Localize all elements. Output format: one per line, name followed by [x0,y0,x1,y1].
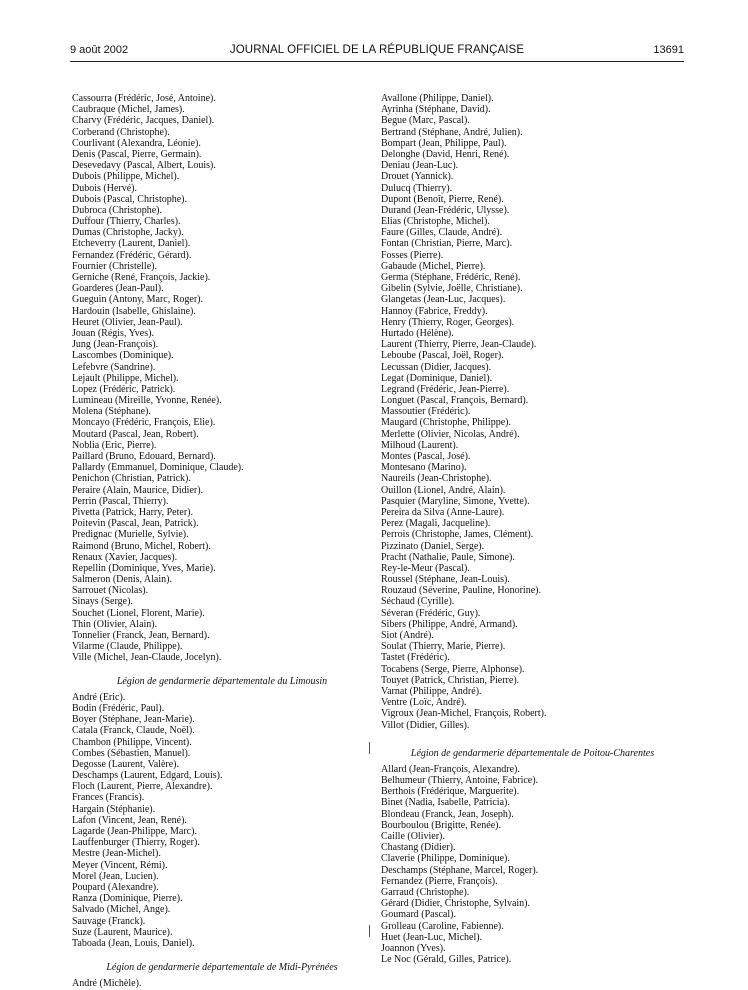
list-entry: Massoutier (Frédéric). [381,406,471,418]
name-list-poitou-charentes [381,764,684,965]
list-entry: Caille (Olivier). [381,831,445,842]
list-entry: Sarrouet (Nicolas). [72,585,149,597]
list-entry: Grolleau (Caroline, Fabienne). [381,920,504,932]
list-entry: Delonghe (David, Henri, René). [381,148,510,160]
list-entry: Durand (Jean-Frédéric, Ulysse). [381,204,510,216]
list-entry: Combes (Sébastien, Manuel). [72,747,191,759]
list-entry: André (Eric). [72,691,126,703]
list-entry: Gueguin (Antony, Marc, Roger). [72,294,203,306]
list-entry: Merlette (Olivier, Nicolas, André). [381,428,520,440]
list-entry: Glangetas (Jean-Luc, Jacques). [381,294,506,306]
list-entry: Rey-le-Meur (Pascal). [381,562,470,574]
list-entry: Peraire (Alain, Maurice, Didier). [72,484,204,496]
list-entry: Etcheverry (Laurent, Daniel). [72,238,191,250]
list-entry: Raimond (Bruno, Michel, Robert). [72,540,211,552]
list-entry: Paillard (Bruno, Edouard, Bernard). [72,451,216,462]
section-title-midi-pyrenees: Légion de gendarmerie départementale de Midi-Pyrénées [106,962,338,974]
list-entry: Penichon (Christian, Patrick). [72,473,191,485]
section-title-limousin: Légion de gendarmerie départementale du Limousin [116,675,328,687]
list-entry: Suze (Laurent, Maurice). [72,926,173,938]
list-entry: Moncayo (Frédéric, François, Elie). [72,417,216,429]
list-entry: Montes (Pascal, José). [381,451,471,462]
list-entry: Ouillon (Lionel, André, Alain). [381,484,506,496]
list-entry: Catala (Franck, Claude, Noël). [72,725,195,737]
list-entry: Goumard (Pascal). [381,909,456,921]
header-title: JOURNAL OFFICIEL DE LA RÉPUBLIQUE FRANÇAISE [229,44,525,56]
list-entry: Lefebvre (Sandrine). [72,361,156,373]
list-entry: Tastet (Frédéric). [381,652,450,664]
list-entry: Pracht (Nathalie, Paule, Simone). [381,551,515,563]
list-entry: Garraud (Christophe). [381,886,470,898]
list-entry: Dupont (Benoît, Pierre, René). [381,193,504,205]
list-entry: Fernandez (Frédéric, Gérard). [72,249,192,261]
list-entry: Courlivant (Alexandra, Léonie). [72,137,201,149]
list-entry: Goarderes (Jean-Paul). [72,283,164,295]
list-entry: Fosses (Pierre). [381,249,444,261]
list-entry: Gérard (Didier, Christophe, Sylvain). [381,898,531,910]
list-entry: Lauffenburger (Thierry, Roger). [72,837,200,849]
list-entry: Pasquier (Maryline, Simone, Yvette). [381,495,530,507]
list-entry: Legat (Dominique, Daniel). [381,372,493,384]
list-entry: Gabaude (Michel, Pierre). [381,260,486,272]
list-entry: Allard (Jean-François, Alexandre). [381,763,520,775]
list-entry: Hurtado (Hélène). [381,327,454,339]
list-entry: Pizzinato (Daniel, Serge). [381,540,485,552]
list-entry: Repellin (Dominique, Yves, Marie). [72,562,216,574]
list-entry: Claverie (Philippe, Dominique). [381,853,510,865]
list-entry: Jouan (Régis, Yves). [72,327,154,339]
list-entry: Laurent (Thierry, Pierre, Jean-Claude). [381,339,537,351]
list-entry: Berthois (Frédérique, Marguerite). [381,786,520,798]
list-entry: Charvy (Frédéric, Jacques, Daniel). [72,115,215,127]
list-entry: Duffour (Thierry, Charles). [72,216,181,228]
list-entry: Drouet (Yannick). [381,171,454,183]
list-entry: Poitevin (Pascal, Jean, Patrick). [72,518,199,530]
list-entry: Binet (Nadia, Isabelle, Patricia). [381,797,510,809]
list-entry: Rouzaud (Séverine, Pauline, Honorine). [381,585,541,597]
right-column [381,93,684,965]
list-entry: Elias (Christophe, Michel). [381,216,490,228]
list-entry: Séchaud (Cyrille). [381,596,455,608]
list-entry: Varnat (Philippe, André). [381,685,482,697]
list-entry: Hargain (Stéphanie). [72,803,156,815]
header-page-number: 13691 [653,44,684,56]
list-entry: Lafon (Vincent, Jean, René). [72,814,187,826]
list-entry: Caubraque (Michel, James). [72,104,185,116]
list-entry: Deniau (Jean-Luc). [381,160,459,172]
list-entry: Maugard (Christophe, Philippe). [381,417,511,429]
list-entry: Villot (Didier, Gilles). [381,719,470,731]
list-entry: Cassourra (Frédéric, José, Antoine). [72,93,216,104]
list-entry: Gibelin (Sylvie, Joëlle, Christiane). [381,283,523,295]
list-entry: Chambon (Philippe, Vincent). [72,736,192,748]
list-entry: Touyet (Patrick, Christian, Pierre). [381,674,520,686]
list-entry: Dulucq (Thierry). [381,182,453,194]
list-entry: Pereira da Silva (Anne-Laure). [381,506,505,518]
list-entry: Desevedavy (Pascal, Albert, Louis). [72,160,216,172]
list-entry: Naureils (Jean-Christophe). [381,473,492,485]
list-entry: Perrin (Pascal, Thierry). [72,495,169,507]
list-entry: Huet (Jean-Luc, Michel). [381,931,483,943]
list-entry: Sauvage (Franck). [72,915,146,927]
list-entry: Perez (Magali, Jacqueline). [381,518,491,530]
list-entry: Vilarme (Claude, Philippe). [72,641,183,653]
list-entry: Joannon (Yves). [381,942,446,954]
list-entry: Siot (André). [381,630,434,641]
list-entry: Fontan (Christian, Pierre, Marc). [381,238,513,250]
list-entry: Degosse (Laurent, Valère). [72,758,179,770]
list-entry: Heuret (Olivier, Jean-Paul). [72,316,183,328]
list-entry: Perrois (Christophe, James, Clément). [381,529,534,541]
list-entry: Lecussan (Didier, Jacques). [381,361,492,373]
list-entry: Chastang (Didier). [381,842,456,854]
list-entry: Lagarde (Jean-Philippe, Marc). [72,826,197,837]
name-list [72,93,372,664]
list-entry: Salmeron (Denis, Alain). [72,574,172,586]
list-entry: Floch (Laurent, Pierre, Alexandre). [72,781,213,793]
list-entry: Soulat (Thierry, Marie, Pierre). [381,641,506,653]
list-entry: Begue (Marc, Pascal). [381,115,470,127]
name-list-limousin [72,692,372,949]
list-entry: Sibers (Philippe, André, Armand). [381,618,518,630]
list-entry: Poupard (Alexandre). [72,881,159,893]
list-entry: Avallone (Philippe, Daniel). [381,93,494,104]
list-entry: Hannoy (Fabrice, Freddy). [381,305,488,317]
list-entry: Hardouin (Isabelle, Ghislaine). [72,305,196,317]
page-header [70,44,684,60]
list-entry: Noblia (Eric, Pierre). [72,439,157,451]
list-entry: Dumas (Christophe, Jacky). [72,227,184,239]
list-entry: Thin (Olivier, Alain). [72,618,158,630]
list-entry: Moutard (Pascal, Jean, Robert). [72,428,199,440]
list-entry: Molena (Stéphane). [72,406,151,418]
list-entry: Pivetta (Patrick, Harry, Peter). [72,506,193,518]
list-entry: Gerniche (René, François, Jackie). [72,272,211,283]
list-entry: Lopez (Frédéric, Patrick). [72,383,176,395]
list-entry: Pallardy (Emmanuel, Dominique, Claude). [72,462,244,474]
list-entry: Denis (Pascal, Pierre, Germain). [72,148,202,160]
list-entry: Blondeau (Franck, Jean, Joseph). [381,808,514,820]
list-entry: Faure (Gilles, Claude, André). [381,227,503,239]
list-entry: Deschamps (Stéphane, Marcel, Roger). [381,864,539,876]
list-entry: Bompart (Jean, Philippe, Paul). [381,137,507,149]
list-entry: Sinays (Serge). [72,596,133,608]
list-entry: Mestre (Jean-Michel). [72,848,161,860]
list-entry: Montesano (Marino). [381,462,467,474]
list-entry: Séveran (Frédéric, Guy). [381,607,481,619]
list-entry: Taboada (Jean, Louis, Daniel). [72,937,195,949]
list-entry: Renaux (Xavier, Jacques). [72,551,178,563]
left-column [72,93,372,989]
list-entry: Morel (Jean, Lucien). [72,870,159,882]
list-entry: Belhumeur (Thierry, Antoine, Fabrice). [381,775,539,787]
header-rule [70,61,684,62]
name-list-midi-pyrenees [72,978,372,989]
list-entry: Milhoud (Laurent). [381,439,459,451]
list-entry: André (Michèle). [72,978,142,990]
list-entry: Lascombes (Dominique). [72,350,174,362]
list-entry: Legrand (Frédéric, Jean-Pierre). [381,383,510,395]
list-entry: Meyer (Vincent, Rémi). [72,859,168,871]
list-entry: Frances (Francis). [72,792,145,804]
list-entry: Bourboulou (Brigitte, Renée). [381,819,501,831]
list-entry: Dubois (Hervé). [72,182,137,194]
list-entry: Bertrand (Stéphane, André, Julien). [381,126,523,138]
list-entry: Ranza (Dominique, Pierre). [72,893,183,905]
list-entry: Roussel (Stéphane, Jean-Louis). [381,574,510,586]
list-entry: Predignac (Murielle, Sylvie). [72,529,189,541]
list-entry: Ventre (Loïc, André). [381,697,467,709]
list-entry: Lumineau (Mireille, Yvonne, Renée). [72,395,222,407]
list-entry: Le Noc (Gérald, Gilles, Patrice). [381,954,512,966]
list-entry: Tonnelier (Franck, Jean, Bernard). [72,630,210,641]
list-entry: Leboube (Pascal, Joël, Roger). [381,350,504,362]
list-entry: Corberand (Christophe). [72,126,170,138]
list-entry: Fernandez (Pierre, François). [381,875,498,887]
list-entry: Deschamps (Laurent, Edgard, Louis). [72,770,223,782]
header-date: 9 août 2002 [70,44,129,56]
list-entry: Ayrinha (Stéphane, David). [381,104,491,116]
list-entry: Bodin (Frédéric, Paul). [72,702,165,714]
list-entry: Henry (Thierry, Roger, Georges). [381,316,515,328]
list-entry: Dubois (Pascal, Christophe). [72,193,187,205]
list-entry: Ville (Michel, Jean-Claude, Jocelyn). [72,652,222,664]
list-entry: Boyer (Stéphane, Jean-Marie). [72,714,195,726]
list-entry: Fournier (Christelle). [72,260,157,272]
list-entry: Salvado (Michel, Ange). [72,904,171,916]
name-list [381,93,684,731]
list-entry: Dubois (Philippe, Michel). [72,171,180,183]
list-entry: Souchet (Lionel, Florent, Marie). [72,607,205,619]
list-entry: Germa (Stéphane, Frédéric, René). [381,272,521,283]
list-entry: Dubroca (Christophe). [72,204,162,216]
list-entry: Lejault (Philippe, Michel). [72,372,179,384]
list-entry: Jung (Jean-François). [72,339,159,351]
list-entry: Tocabens (Serge, Pierre, Alphonse). [381,663,525,675]
list-entry: Longuet (Pascal, François, Bernard). [381,395,529,407]
list-entry: Vigroux (Jean-Michel, François, Robert). [381,708,547,720]
section-title-poitou-charentes: Légion de gendarmerie départementale de Poitou-Charentes [410,747,655,759]
